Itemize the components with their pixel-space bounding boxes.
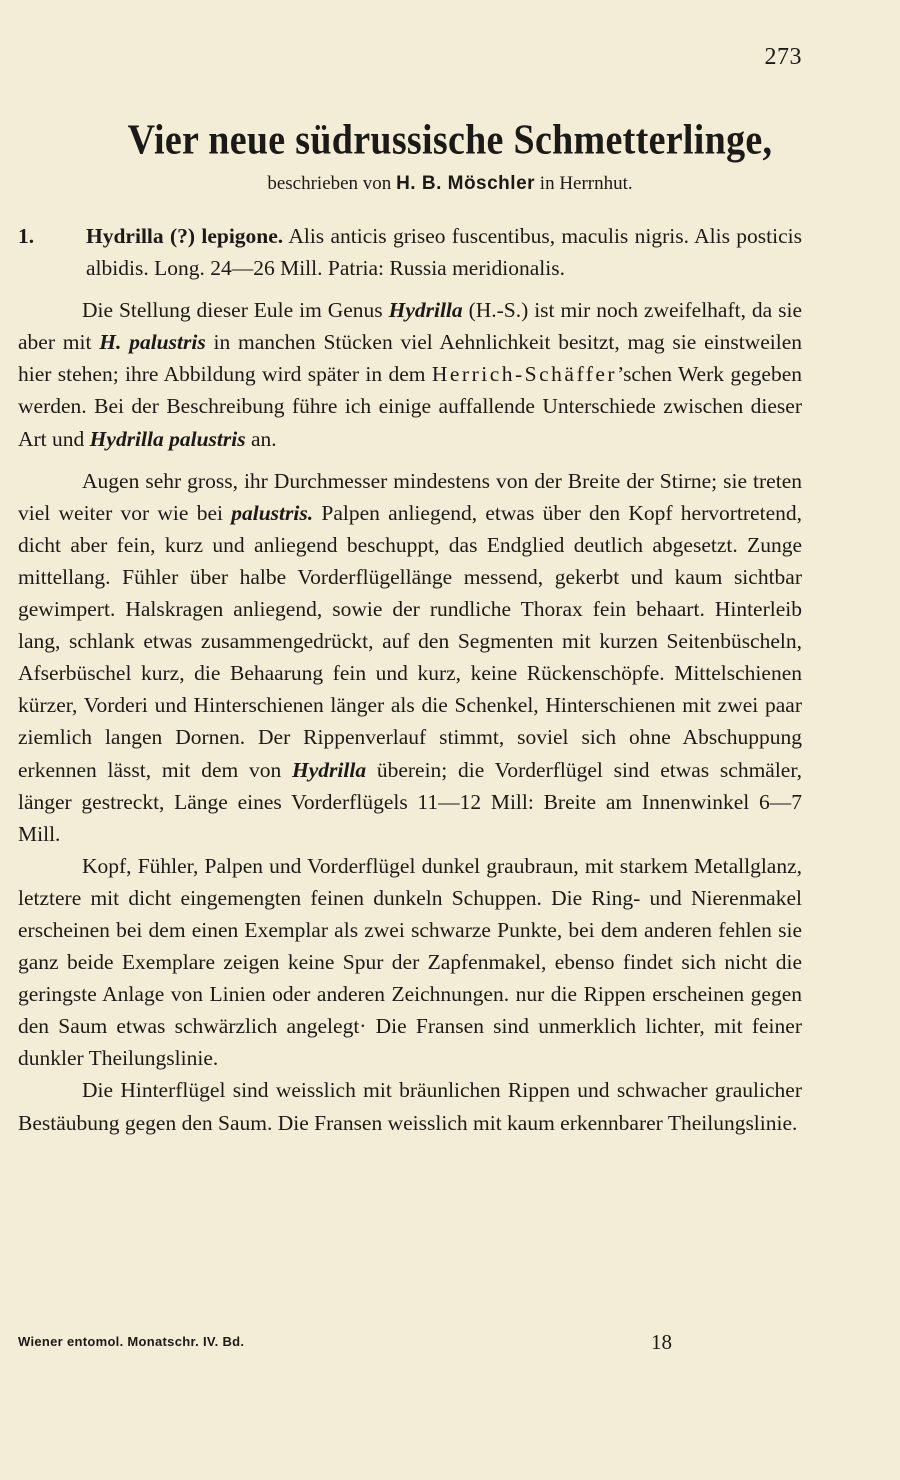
text-run: an. — [250, 426, 277, 451]
text-run: Palpen anliegend, etwas über den Kopf hervortretend, dicht aber fein, kurz und anliegend beschuppt, das Endglied deutlich abgesetzt. Zunge mittellang. Fühler über halbe Vorderflügellänge messend, gekerbt und kaum sichtbar gewimpert. Halskragen anliegend, sowie der rundliche Thorax fein behaart. Hinterleib lang, schlank etwas zusammengedrückt, auf den Segmenten mit kurzen Seitenbüscheln, Afserbüschel kurz, die Behaarung fein und kurz, keine Rückenschöpfe. Mittelschienen kürzer, Vorderi und Hinterschienen länger als die Schenkel, Hinterschienen mit zwei paar ziemlich langen Dornen. Der Rippenverlauf stimmt, soviel sich ohne Abschuppung erkennen lässt, mit dem von — [18, 500, 802, 782]
species-ref: H. palustris — [99, 330, 206, 355]
species-entry — [18, 220, 802, 284]
text-run: (H.-S.) ist mir noch zweifelhaft, da sie aber mit — [18, 298, 802, 355]
byline-suffix: in Herrnhut. — [539, 173, 633, 194]
text-run: in manchen Stücken viel Aehnlichkeit besitzt, mag sie einstweilen hier stehen; ihre Abbildung wird später in dem — [18, 330, 802, 387]
paragraph-augen — [18, 465, 802, 850]
text-run: Die Stellung dieser Eule im Genus — [82, 298, 383, 323]
author-name: H. B. Möschler — [396, 173, 536, 194]
author-ref: Herrich-Schäffer — [431, 362, 618, 387]
text-run: Augen sehr gross, ihr Durchmesser mindestens von der Breite der Stirne; sie treten viel weiter vor wie bei — [18, 468, 802, 525]
species-ref: palustris. — [231, 500, 314, 525]
signature-mark: 18 — [651, 1330, 672, 1354]
paragraph-kopf: Kopf, Fühler, Palpen und Vorderflügel dunkel graubraun, mit starkem Metallglanz, letztere mit dicht eingemengten feinen dunkeln Schuppen. Die Ring- und Nierenmakel erscheinen bei dem einen Exemplar als zwei schwarze Punkte, bei dem anderen fehlen sie ganz beide Exemplare zeigen keine Spur der Zapfenmakel, ebenso findet sich nicht die geringste Anlage von Linien oder anderen Zeichnungen. nur die Rippen erscheinen gegen den Saum etwas schwärzlich angelegt· Die Fransen sind unmerklich lichter, mit feiner dunkler Theilungslinie. — [18, 853, 802, 1071]
entry-number: 1. — [18, 224, 35, 248]
article-title: Vier neue südrussische Schmetterlinge, — [127, 116, 773, 164]
text-run: ’schen Werk gegeben werden. Bei der Beschreibung führe ich einige auffallende Unterschiede zwischen dieser Art und — [18, 362, 802, 451]
article-body — [18, 220, 802, 1139]
journal-reference: Wiener entomol. Monatschr. IV. Bd. — [18, 1334, 245, 1349]
species-name: Hydrilla (?) lepigone. — [86, 224, 284, 248]
page-footer — [18, 1330, 818, 1354]
byline — [0, 173, 900, 195]
genus-name: Hydrilla — [292, 757, 367, 782]
text-run: überein; die Vorderflügel sind etwas schmäler, länger gestreckt, Länge eines Vorderflügels 11—12 Mill: Breite am Innenwinkel 6—7 Mill. — [18, 757, 803, 846]
latin-diagnosis: Alis anticis griseo fuscentibus, maculis nigris. Alis posticis albidis. Long. 24—26 Mill. Patria: Russia meridionalis. — [86, 224, 802, 281]
page-number: 273 — [764, 44, 802, 70]
paragraph-hinterfluegel: Die Hinterflügel sind weisslich mit bräunlichen Rippen und schwacher graulicher Bestäubung gegen den Saum. Die Fransen weisslich mit kaum erkennbarer Theilungslinie. — [18, 1078, 802, 1135]
species-ref: Hydrilla palustris — [89, 426, 246, 451]
byline-prefix: beschrieben von — [267, 173, 392, 194]
paragraph-stellung — [18, 294, 802, 454]
genus-name: Hydrilla — [388, 298, 463, 323]
